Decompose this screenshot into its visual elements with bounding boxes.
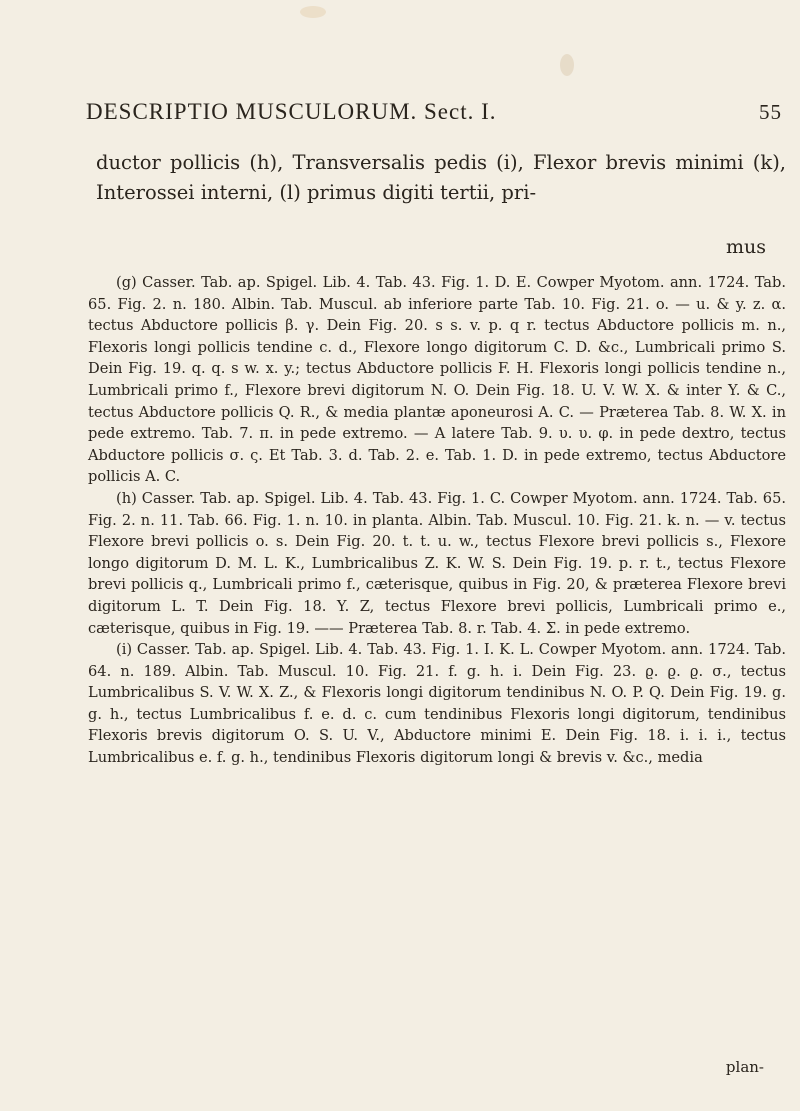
footnote-h: (h) Casser. Tab. ap. Spigel. Lib. 4. Tab. 43. Fig. 1. C. Cowper Myotom. ann. 1724. Tab. 65. Fig. 2. n. 11. Tab. 66. Fig. 1. n. 10. in planta. Albin. Tab. Muscul. 10. Fig. 21. k. n. — v. tectus Flexore brevi pollicis o. s. Dein Fig. 20. t. t. u. w., tectus Flexore brevi pollicis s., Flexore longo digitorum D. M. L. K., Lumbricalibus Z. K. W. S. Dein Fig. 19. p. r. t., tectus Flexore brevi pollicis q., Lumbricali primo f., cæterisque, quibus in Fig. 20, & præterea Flexore brevi digitorum L. T. Dein Fig. 18. Y. Z, tectus Flexore brevi pollicis, Lumbricali primo e., cæterisque, quibus in Fig. 19. —— Præterea Tab. 8. r. Tab. 4. Σ. in pede extremo. (88, 489, 786, 637)
paper-stain (560, 54, 574, 76)
catchword: mus (725, 236, 766, 258)
paper-stain (300, 6, 326, 18)
footnote-g: (g) Casser. Tab. ap. Spigel. Lib. 4. Tab. 43. Fig. 1. D. E. Cowper Myotom. ann. 1724. Tab. 65. Fig. 2. n. 180. Albin. Tab. Muscul. ab inferiore parte Tab. 10. Fig. 21. o. — u. & y. z. α. tectus Abductore pollicis β. γ. Dein Fig. 20. s s. v. p. q r. tectus Abductore pollicis m. n., Flexoris longi pollicis tendine c. d., Flexore longo digitorum C. D. &c., Lumbricali primo S. Dein Fig. 19. q. q. s w. x. y.; tectus Abductore pollicis F. H. Flexoris longi pollicis tendine n., Lumbricali primo f., Flexore brevi digitorum N. O. Dein Fig. 18. U. V. W. X. & inter Y. & C., tectus Abductore pollicis Q. R., & media plantæ aponeurosi A. C. — Præterea Tab. 8. W. X. in pede extremo. Tab. 7. π. in pede extremo. — A latere Tab. 9. υ. υ. φ. in pede dextro, tectus Abductore pollicis σ. ς. Et Tab. 3. d. Tab. 2. e. Tab. 1. D. in pede extremo, tectus Abductore pollicis A. C. (88, 274, 786, 486)
footnote-i: (i) Casser. Tab. ap. Spigel. Lib. 4. Tab. 43. Fig. 1. I. K. L. Cowper Myotom. ann. 1724. Tab. 64. n. 189. Albin. Tab. Muscul. 10. Fig. 21. f. g. h. i. Dein Fig. 23. ϱ. ϱ. ϱ. σ., tectus Lumbricalibus S. V. W. X. Z., & Flexoris longi digitorum tendinibus N. O. P. Q. Dein Fig. 19. g. g. h., tectus Lumbricalibus f. e. d. c. cum tendinibus Flexoris longi digitorum, tendinibus Flexoris brevis digitorum O. S. U. V., Abductore minimi E. Dein Fig. 18. i. i. i., tectus Lumbricalibus e. f. g. h., tendinibus Flexoris digitorum longi & brevis v. &c., media (88, 641, 786, 767)
page-number: 55 (759, 100, 782, 124)
page-end-catchword: plan- (725, 1058, 764, 1076)
running-header (86, 99, 782, 125)
footnotes (88, 272, 786, 769)
main-text: ductor pollicis (h), Transversalis pedis (i), Flexor brevis minimi (k), Interossei interni, (l) primus digiti tertii, pri- (96, 151, 786, 204)
header-title: DESCRIPTIO MUSCULORUM. Sect. I. (86, 99, 497, 124)
